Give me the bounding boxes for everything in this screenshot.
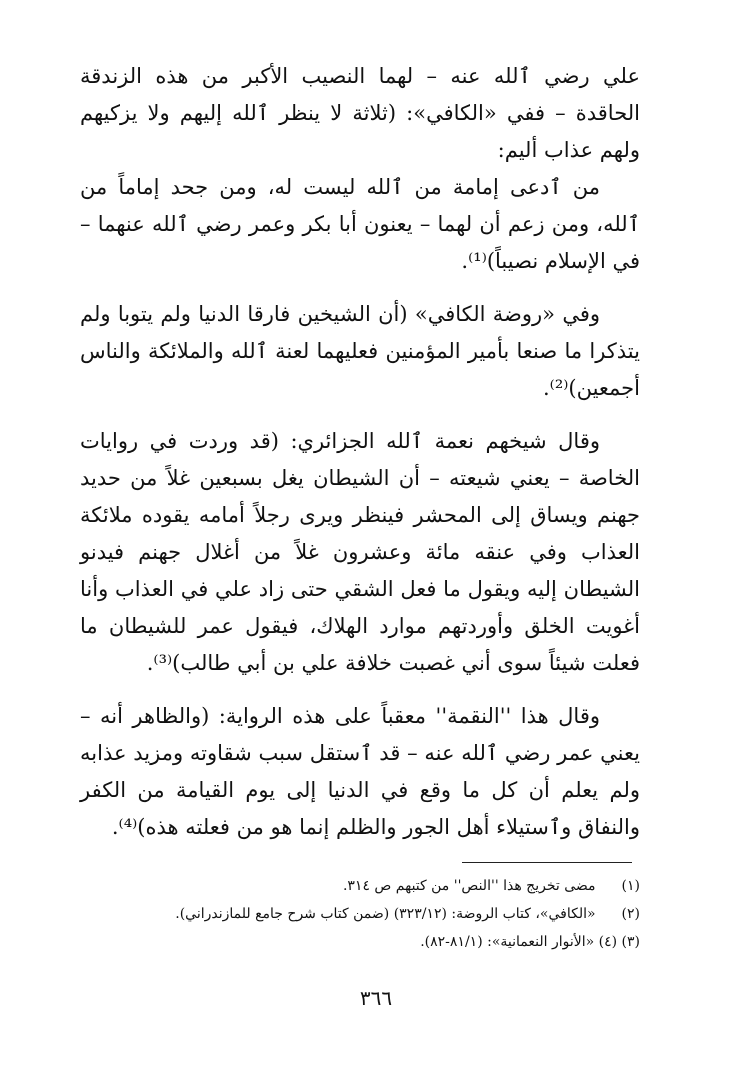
paragraph-1: علي رضي ٱلله عنه – لهما النصيب الأكبر من هذه الزندقة الحاقدة – ففي «الكافي»: (ثلاثة لا ينظر ٱلله إليهم ولا يزكيهم ولهم عذاب أليم: <box>80 64 640 162</box>
footnote-1-text: مضى تخريج هذا ''النص'' من كتبهم ص ٣١٤. <box>342 878 596 894</box>
page-number: ٣٦٦ <box>359 986 393 1010</box>
main-text <box>80 58 640 846</box>
footnote-separator <box>462 862 632 863</box>
paragraph-4: وقال شيخهم نعمة ٱلله الجزائري: (قد وردت في روايات الخاصة – يعني شيعته – أن الشيطان يغل بسبعين غلاً من حديد جهنم ويساق إلى المحشر فينظر ويرى رجلاً أمامه يقوده ملائكة العذاب وفي عنقه مائة وعشرون غلاً من أغلال جهنم فيدنو الشيطان إليه ويقول ما فعل الشقي حتى زاد علي في العذاب وأنا أغويت الخلق وأوردتهم موارد الهلاك، فيقول عمر للشيطان ما فعلت شيئاً سوى أني غصبت خلافة علي بن أبي طالب)⁽³⁾. <box>80 429 640 675</box>
footnotes <box>80 872 640 956</box>
footnote-1 <box>80 872 640 900</box>
paragraph-5: وقال هذا ''النقمة'' معقباً على هذه الرواية: (والظاهر أنه – يعني عمر رضي ٱلله عنه – قد ٱستقل سبب شقاوته ومزيد عذابه ولم يعلم أن كل ما وقع في الدنيا إلى يوم القيامة من الكفر والنفاق وٱستيلاء أهل الجور والظلم إنما هو من فعلته هذه)⁽⁴⁾. <box>80 704 640 839</box>
paragraph-3: وفي «روضة الكافي» (أن الشيخين فارقا الدنيا ولم يتوبا ولم يتذكرا ما صنعا بأمير المؤمنين فعليهما لعنة ٱلله والملائكة والناس أجمعين)⁽²⁾. <box>80 302 640 400</box>
footnote-3-4-text: «الأنوار النعمانية»: (٨١/١-٨٢). <box>420 934 595 950</box>
footnote-2-text: «الكافي»، كتاب الروضة: (٣٢٣/١٢) (ضمن كتاب شرح جامع للمازندراني). <box>175 906 596 922</box>
footnote-2 <box>80 900 640 928</box>
footnote-1-number: (١) <box>621 878 640 894</box>
footnote-3-4-number: (٣) (٤) <box>598 934 640 950</box>
footnote-2-number: (٢) <box>621 906 640 922</box>
paragraph-2: من ٱدعى إمامة من ٱلله ليست له، ومن جحد إماماً من ٱلله، ومن زعم أن لهما – يعنون أبا بكر وعمر رضي ٱلله عنهما – في الإسلام نصيباً)⁽¹⁾. <box>80 175 640 273</box>
footnote-3-4 <box>80 928 640 956</box>
